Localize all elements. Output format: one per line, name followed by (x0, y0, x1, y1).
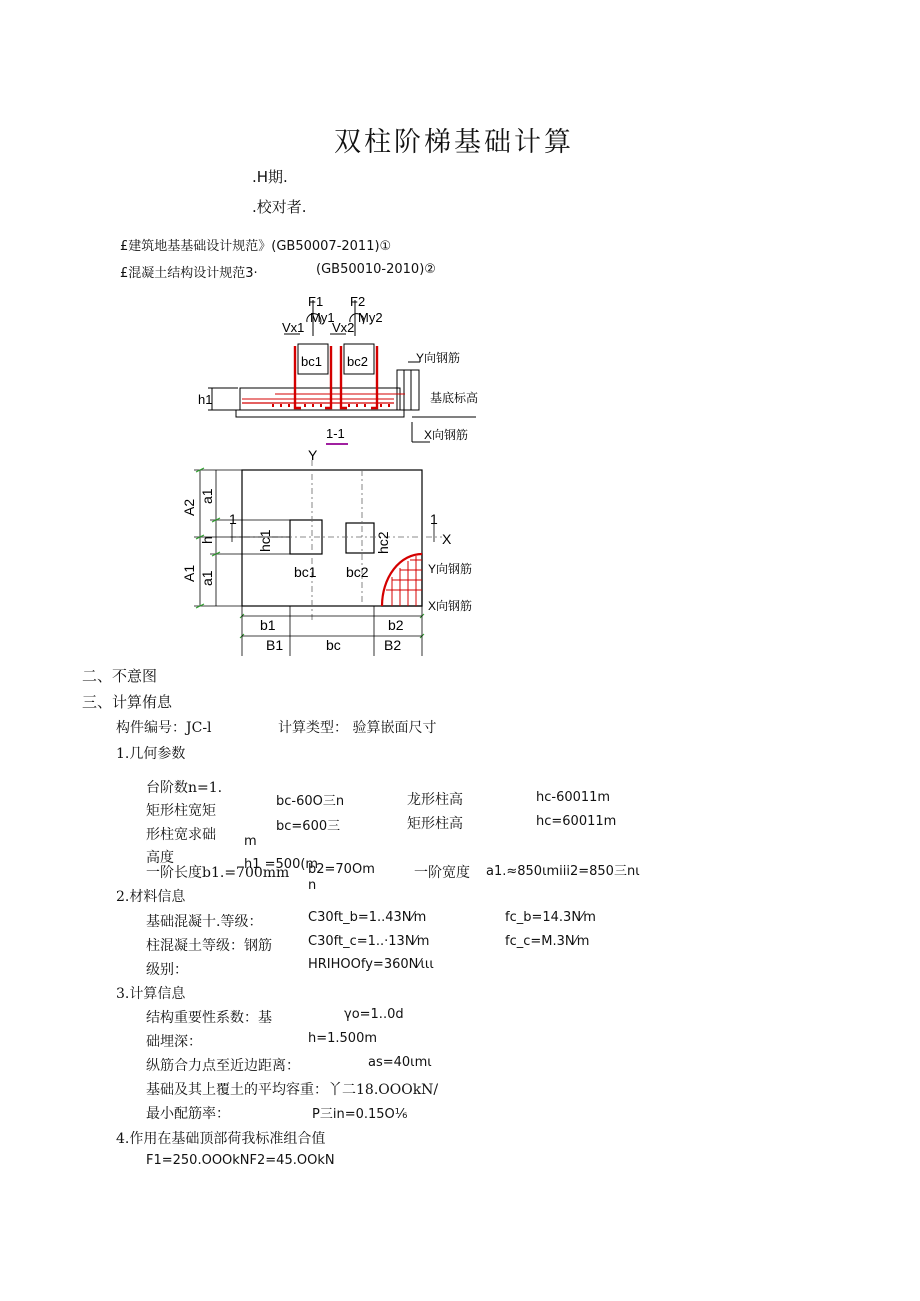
reference-2-code: (GB50010-2010)② (316, 262, 436, 277)
column-2-plan (346, 523, 374, 553)
cut-label-left: 1 (229, 511, 237, 527)
geo-value-b2-unit: n (308, 878, 317, 893)
calc-label-5: 最小配筋率： (146, 1106, 230, 1122)
rebar-dot (312, 404, 314, 407)
load-values: F1=250.OOOkNF2=45.OOkN (146, 1153, 335, 1168)
mat-value-2: C30ft_c=1..·13N⁄m (308, 934, 430, 949)
y-axis-label: Y (308, 447, 318, 463)
rebar-dot (356, 404, 358, 407)
calc-label-3: 纵筋合力点至近边距离： (146, 1058, 300, 1074)
bc1-label: bc1 (301, 354, 322, 369)
geo-label-step-width: 一阶宽度 (414, 865, 470, 881)
calc-label-1: 结构重要性系数：基 (146, 1010, 272, 1026)
foundation-base-slab (236, 410, 404, 417)
dim-h-label: h (199, 536, 215, 544)
mat-label-1: 基础混凝十.等级： (146, 914, 263, 930)
rebar-dot (288, 404, 290, 407)
geometry-heading: 1.几何参数 (116, 746, 186, 762)
x-axis-label: X (442, 531, 452, 547)
dim-a1-upper-label: a1 (199, 488, 215, 504)
geo-label-1: 台阶数n=1. (146, 780, 223, 796)
base-elevation-label: 基底标高 (430, 391, 479, 405)
dim-B1-label: B1 (266, 637, 284, 653)
calc-value-2: h=1.500m (308, 1031, 378, 1046)
dim-a1-lower-label: a1 (199, 570, 215, 586)
geo-value-bc-2: bc=600三 (276, 819, 341, 834)
plan-bc2-label: bc2 (346, 564, 369, 580)
rebar-dot (280, 404, 282, 407)
geo-value-hc-2: hc=60011m (536, 814, 617, 829)
foundation-diagram (180, 292, 480, 658)
geo-value-hc: hc-60011m (536, 790, 611, 805)
rebar-dot (348, 404, 350, 407)
checker-line: .校对者. (252, 198, 307, 216)
plan-x-rebar-label: X向钢筋 (428, 599, 473, 613)
section-3-heading: 三、计算侑息 (82, 693, 173, 711)
geo-label-col-height-2: 矩形柱高 (407, 816, 463, 832)
bc2-label: bc2 (347, 354, 368, 369)
calc-type: 计算类型： 验算嵌面尺寸 (278, 720, 437, 736)
h1-label: h1 (198, 392, 213, 407)
mat-fc-b: fc_b=14.3N⁄m (505, 910, 596, 925)
materials-heading: 2.材料信息 (116, 889, 186, 905)
page-title: 双柱阶梯基础计算 (334, 127, 574, 158)
calc-value-1: γo=1..0d (344, 1007, 404, 1022)
mat-value-3: HRIHOOfy=360N⁄ιιι (308, 957, 434, 972)
mat-value-1: C30ft_b=1..43N⁄m (308, 910, 427, 925)
geo-value-h1: h1 =500(m (244, 857, 319, 872)
hc2-label: hc2 (375, 531, 391, 554)
geo-value-bc: bc-60O三n (276, 794, 345, 809)
date-line: .H期. (252, 168, 288, 186)
geo-value-a1: a1.≈850ιmiii2=850三nι (486, 864, 640, 879)
dim-bc-label: bc (326, 637, 341, 653)
calc-label-4: 基础及其上覆土的平均容重：丫二18.OOOkN/ (146, 1082, 439, 1098)
rebar-grid (382, 554, 422, 606)
calc-value-5: P三in=0.15O⅙ (312, 1107, 408, 1122)
calc-heading: 3.计算信息 (116, 986, 186, 1002)
mat-fc-c: fc_c=M.3N⁄m (505, 934, 590, 949)
hc1-label: hc1 (257, 529, 273, 552)
f1-label: F1 (308, 294, 324, 309)
plan-y-rebar-label: Y向钢筋 (428, 562, 473, 576)
mat-label-2: 柱混凝土等级：钢筋 (146, 938, 272, 954)
f2-label: F2 (350, 294, 366, 309)
geo-label-4: 高度 (146, 850, 174, 866)
reference-1: £建筑地基基础设计规范》(GB50007-2011)① (120, 239, 392, 254)
rebar-dot (320, 404, 322, 407)
dim-a2-label: A2 (181, 498, 197, 516)
member-id: 构件编号：JC-l (116, 720, 212, 736)
elevation-rebar (242, 346, 405, 408)
mat-label-3: 级别： (146, 962, 188, 978)
rebar-dot (380, 404, 382, 407)
dim-a1-label: A1 (181, 564, 197, 582)
geo-unit-m: m (244, 834, 257, 849)
calc-label-2: 础埋深： (146, 1034, 202, 1050)
dim-B2-label: B2 (384, 637, 402, 653)
geo-label-5: 一阶长度b1.=700mm (146, 865, 290, 881)
vx1-label: Vx1 (282, 320, 305, 335)
geo-label-3: 形柱宽求础 (146, 827, 216, 843)
section-label: 1-1 (326, 426, 345, 441)
plan-bc1-label: bc1 (294, 564, 317, 580)
geo-label-col-height: 龙形柱高 (407, 792, 463, 808)
rebar-dot (388, 404, 390, 407)
x-rebar-label: X向钢筋 (424, 428, 469, 442)
reference-2: £混凝土结构设计规范3· (120, 266, 258, 281)
calc-value-3: as=40ιmι (368, 1055, 432, 1070)
my1-label: My1 (310, 310, 335, 325)
load-heading: 4.作用在基础顶部荷我标准组合值 (116, 1131, 326, 1147)
dim-b1-label: b1 (260, 617, 276, 633)
rebar-dot (304, 404, 306, 407)
rebar-dot (364, 404, 366, 407)
y-rebar-label: Y向钢筋 (416, 351, 461, 365)
vx2-label: Vx2 (332, 320, 355, 335)
geo-value-b2: b2=70Om (308, 862, 375, 877)
dim-b2-label: b2 (388, 617, 404, 633)
cut-label-right: 1 (430, 511, 438, 527)
section-2-heading: 二、不意图 (82, 667, 158, 685)
rebar-dot (272, 404, 274, 407)
my2-label: My2 (358, 310, 383, 325)
geo-label-2: 矩形柱宽矩 (146, 803, 216, 819)
